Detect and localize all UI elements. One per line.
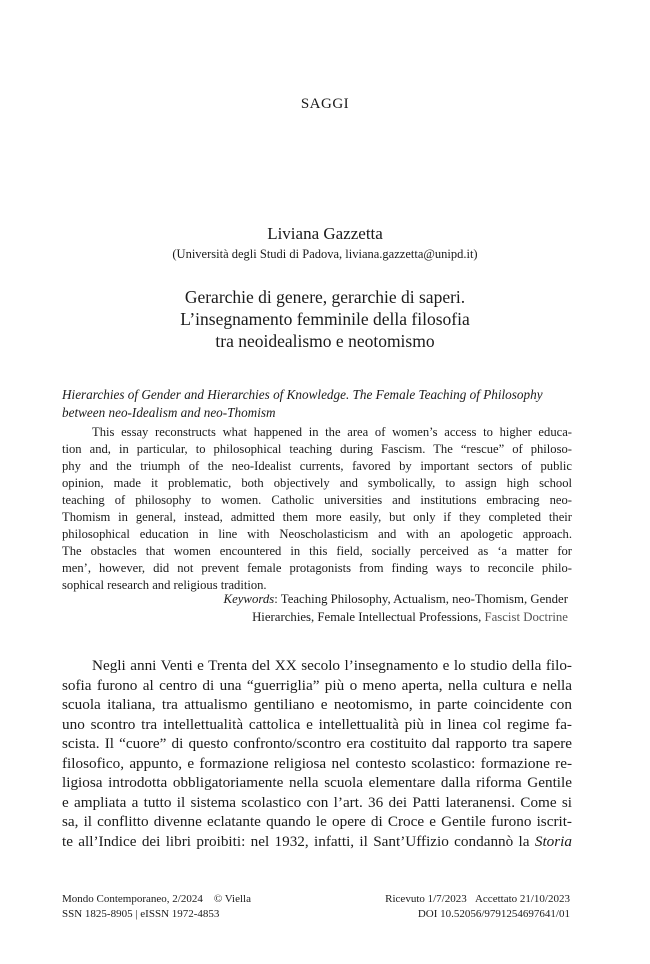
footer-dates-line <box>385 892 570 907</box>
body-line: filosofico, appunto, e formazione religiosa nel contesto scolastico: formazione re- <box>62 754 572 772</box>
abstract-line: opinion, made it problematic, both objectively and symbolically, to assign high school <box>62 476 572 490</box>
abstract-title <box>62 386 572 422</box>
abstract-title-line: between neo-Idealism and neo-Thomism <box>62 405 276 420</box>
title-line: tra neoidealismo e neotomismo <box>215 331 435 351</box>
doi: DOI 10.52056/9791254697641/01 <box>417 908 570 920</box>
title-line: L’insegnamento femminile della filosofia <box>180 309 470 329</box>
accepted-date: Accettato 21/10/2023 <box>474 893 570 905</box>
body-text <box>62 656 572 851</box>
keywords <box>62 590 568 626</box>
received-date: Ricevuto 1/7/2023 <box>385 893 467 905</box>
body-line: uno scontro tra intellettualità cattolica e intellettualità più in linea col regime fa- <box>62 715 572 733</box>
italic-word: Storia <box>534 832 572 850</box>
abstract-line: philosophical education in line with Neoscholasticism and with an apologetic approach. <box>62 527 572 541</box>
body-line: ligiosa introdotta obbligatoriamente nella scuola elementare dalla riforma Gentile <box>62 774 572 791</box>
keywords-text: Hierarchies, Female Intellectual Professions, <box>252 610 485 624</box>
keywords-line <box>62 608 568 626</box>
journal-name: Mondo Contemporaneo, 2/2024 <box>62 893 203 905</box>
abstract-line: Thomism in general, instead, admitted them more easily, but only if they completed their <box>62 510 572 524</box>
body-line: scista. Il “cuore” di questo confronto/scontro era costituito dal rapporto tra sapere <box>62 735 572 752</box>
footer-journal-line <box>62 892 251 907</box>
abstract-line: tion and, in particular, to philosophical teaching during Fascism. The “rescue” of philoso- <box>62 442 572 456</box>
article-title <box>0 286 650 352</box>
keywords-line <box>62 590 568 608</box>
abstract-body <box>62 424 572 594</box>
publisher: © Viella <box>213 893 251 905</box>
keywords-text: Fascist Doctrine <box>484 610 568 624</box>
keywords-label: Keywords <box>223 592 275 606</box>
abstract-line: teaching of philosophy to women. Catholic universities and institutions embracing neo- <box>62 493 572 507</box>
abstract-line: men’, however, did not prevent female protagonists from finding ways to reconcile philo- <box>62 561 572 575</box>
keywords-text: : Teaching Philosophy, Actualism, neo-Thomism, Gender <box>274 592 568 606</box>
abstract-title-line: Hierarchies of Gender and Hierarchies of Knowledge. The Female Teaching of Philosophy <box>62 387 543 402</box>
abstract-line: phy and the triumph of the neo-Idealist currents, favored by important sectors of public <box>62 459 572 473</box>
footer-dates-info <box>385 892 570 922</box>
body-line: e ampliata a tutto il sistema scolastico con l’art. 36 dei Patti lateranensi. Come si <box>62 793 572 811</box>
body-line: scuola italiana, tra attualismo gentiliano e neotomismo, in parte coincidente con <box>62 696 572 713</box>
body-line-text: te all’Indice dei libri proibiti: nel 1932, infatti, il Sant’Uffizio condannò la <box>62 832 535 850</box>
author-affiliation: (Università degli Studi di Padova, liviana.gazzetta@unipd.it) <box>172 247 478 261</box>
body-line: sa, il conflitto divenne eclatante quando le opere di Croce e Gentile furono iscrit- <box>62 813 572 830</box>
footer-journal-info <box>62 892 251 922</box>
section-label: SAGGI <box>300 96 350 112</box>
author-name: Liviana Gazzetta <box>267 224 383 243</box>
abstract-line: This essay reconstructs what happened in the area of women’s access to higher educa- <box>92 425 572 439</box>
title-line: Gerarchie di genere, gerarchie di saperi. <box>184 287 466 307</box>
body-line: sofia furono al centro di una “guerriglia” più o meno aperta, nella cultura e nella <box>62 676 572 694</box>
body-line: Negli anni Venti e Trenta del XX secolo l’insegnamento e lo studio della filo- <box>92 657 572 674</box>
body-line <box>62 832 572 852</box>
abstract-line: The obstacles that women encountered in this field, socially perceived as ‘a matter for <box>62 544 572 558</box>
issn: SSN 1825-8905 | eISSN 1972-4853 <box>62 908 220 920</box>
abstract-line: sophical research and religious tradition. <box>62 578 267 592</box>
